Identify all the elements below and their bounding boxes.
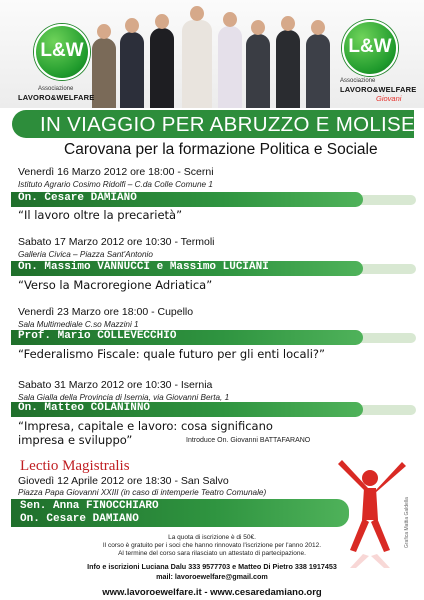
person-figure: [246, 34, 270, 108]
event-when: Sabato 17 Marzo 2012 ore 10:30 - Termoli: [18, 236, 215, 248]
contact-line: Info e iscrizioni Luciana Dalu 333 9577703 e Matteo Di Pietro 338 1917453: [87, 562, 337, 571]
certificate-line: Al termine del corso sara rilasciato un attestato di partecipazione.: [118, 550, 306, 557]
right-assoc-small: Associazione: [340, 78, 376, 84]
event-when: Venerdì 23 Marzo ore 18:00 - Cupello: [18, 306, 194, 318]
logo-text: L&W: [40, 40, 84, 61]
logo-right: [338, 20, 400, 76]
speaker-band-lectio: [11, 499, 349, 527]
right-assoc-name: LAVORO&WELFARE: [340, 85, 417, 94]
lectio-when: Giovedì 12 Aprile 2012 ore 18:30 - San Salvo: [18, 475, 229, 487]
logo-text: L&W: [348, 36, 392, 57]
graphic-credit: Grafica Mattia Galdella: [404, 497, 410, 548]
fee-line: La quota di iscrizione è di 50€.: [168, 534, 256, 541]
lectio-speaker-1: Sen. Anna FINOCCHIARO: [20, 500, 159, 512]
title-band: [12, 110, 414, 138]
left-assoc-name: LAVORO&WELFARE: [18, 93, 95, 102]
event-quote: “Verso la Macroregione Adriatica”: [18, 278, 213, 292]
lectio-heading: Lectio Magistralis: [20, 458, 130, 474]
logo-left: [30, 24, 92, 80]
event-where: Sala Multimediale C.so Mazzini 1: [18, 320, 139, 329]
subtitle: Carovana per la formazione Politica e Sociale: [64, 141, 378, 158]
person-figure: [92, 38, 116, 108]
event-intro: Introduce On. Giovanni BATTAFARANO: [186, 437, 311, 444]
speaker-band: [11, 402, 363, 417]
event-where: Sala Gialla della Provincia di Isernia, via Giovanni Berta, 1: [18, 393, 230, 402]
right-giovani: Giovani: [376, 94, 402, 103]
event-quote: “Il lavoro oltre la precarietà”: [18, 208, 183, 222]
page-title: IN VIAGGIO PER ABRUZZO E MOLISE: [40, 113, 415, 136]
person-figure: [306, 34, 330, 108]
header-photo: [0, 0, 424, 108]
person-figure: [182, 20, 212, 108]
event-speaker: Prof. Mario COLLEVECCHIO: [18, 330, 177, 342]
footer-websites[interactable]: www.lavoroewelfare.it - www.cesaredamiano.org: [102, 587, 322, 598]
lectio-speaker-2: On. Cesare DAMIANO: [20, 513, 139, 525]
event-when: Sabato 31 Marzo 2012 ore 10:30 - Isernia: [18, 379, 213, 391]
event-when: Venerdì 16 Marzo 2012 ore 18:00 - Scerni: [18, 166, 214, 178]
event-quote-line1: “Impresa, capitale e lavoro: cosa significano: [18, 419, 273, 433]
person-figure: [218, 26, 242, 108]
event-quote: “Federalismo Fiscale: quale futuro per gli enti locali?”: [18, 347, 325, 361]
event-quote-line2: impresa e sviluppo”: [18, 433, 133, 447]
speaker-band: [11, 261, 363, 276]
event-where: Istituto Agrario Cosimo Ridolfi – C.da Colle Comune 1: [18, 180, 213, 189]
left-assoc-small: Associazione: [38, 86, 74, 92]
event-where: Galleria Civica – Piazza Sant'Antonio: [18, 250, 153, 259]
free-line: Il corso è gratuito per i soci che hanno rinnovato l'iscrizione per l'anno 2012.: [102, 542, 322, 549]
speaker-band: [11, 192, 363, 207]
person-figure: [276, 30, 300, 108]
event-speaker: On. Matteo COLANINNO: [18, 402, 151, 414]
lectio-where: Piazza Papa Giovanni XXIII (in caso di intemperie Teatro Comunale): [18, 488, 267, 497]
person-figure: [120, 32, 144, 108]
speaker-band: [11, 330, 363, 345]
mail-line: mail: lavoroewelfare@gmail.com: [156, 572, 268, 581]
event-speaker: On. Massimo VANNUCCI e Massimo LUCIANI: [18, 261, 269, 273]
event-speaker: On. Cesare DAMIANO: [18, 192, 137, 204]
person-figure: [150, 28, 174, 108]
